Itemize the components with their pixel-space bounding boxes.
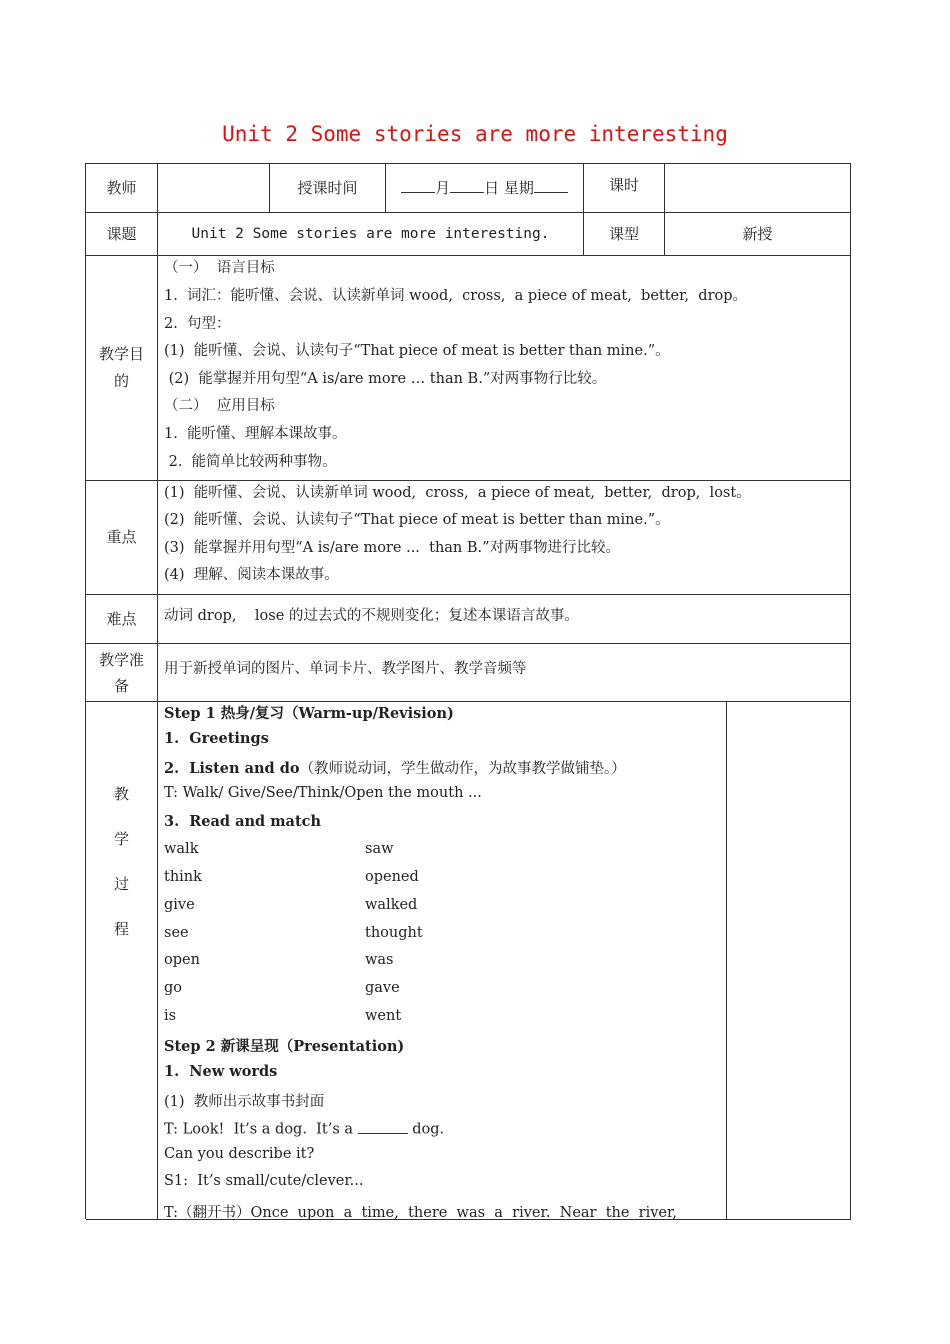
difficulty-text: 动词 drop, lose 的过去式的不规则变化；复述本课语言故事。 xyxy=(164,608,579,624)
objectives-line: (2) 能掌握并用句型“A is/are more … than B.”对两事物行比较。 xyxy=(164,371,607,387)
step2-teacher-line-1 xyxy=(164,1118,444,1138)
preparation-label-line-2: 备 xyxy=(113,676,129,695)
step2-teacher-line-2: T:（翻开书）Once upon a time, there was a river. Near the river, xyxy=(164,1205,677,1221)
key-point-line: (2) 能听懂、会说、认读句子“That piece of meat is better than mine.”。 xyxy=(164,512,670,528)
key-point-line: (1) 能听懂、会说、认读新单词 wood, cross, a piece of meat, better, drop, lost。 xyxy=(164,485,751,501)
process-label-char-3: 过 xyxy=(113,875,129,893)
match-right-word: gave xyxy=(365,980,400,996)
teacher-line-start: T: Look! It’s a dog. It’s a xyxy=(164,1121,358,1138)
teacher-line-end: dog. xyxy=(407,1121,445,1138)
time-label: 授课时间 xyxy=(297,178,358,197)
match-left-word: give xyxy=(164,897,195,913)
step2-heading: Step 2 新课呈现（Presentation) xyxy=(164,1038,405,1055)
topic-label-cell xyxy=(86,213,158,256)
objectives-label: 教学目的 xyxy=(98,345,144,390)
match-left-word: see xyxy=(164,925,189,941)
process-content-cell xyxy=(158,702,727,1220)
teacher-value-cell xyxy=(158,164,270,213)
preparation-label-cell xyxy=(86,644,158,702)
match-right-word: saw xyxy=(365,841,394,857)
key-points-label-cell xyxy=(86,481,158,595)
type-value: 新授 xyxy=(742,224,773,243)
objectives-line: （二） 应用目标 xyxy=(164,398,275,414)
page-title: Unit 2 Some stories are more interesting xyxy=(222,122,728,146)
process-notes-cell xyxy=(727,702,851,1220)
date-field: 月 日 星期 xyxy=(401,175,568,202)
listen-and-do-label: 2. Listen and do xyxy=(164,760,300,777)
teacher-label: 教师 xyxy=(106,178,137,197)
step2-sub-item: (1) 教师出示故事书封面 xyxy=(164,1094,325,1110)
match-left-word: walk xyxy=(164,841,199,857)
process-label-char-4: 程 xyxy=(113,920,129,938)
difficulty-label: 难点 xyxy=(106,609,137,628)
process-label-char-1: 教 xyxy=(113,785,129,803)
listen-and-do-note: （教师说动词，学生做动作，为故事教学做铺垫。） xyxy=(299,761,626,777)
match-left-word: go xyxy=(164,980,183,996)
period-label-cell xyxy=(584,164,665,213)
type-label: 课型 xyxy=(608,224,639,243)
step1-item-read-match: 3. Read and match xyxy=(164,813,322,830)
step1-heading: Step 1 热身/复习（Warm-up/Revision) xyxy=(164,705,454,722)
type-value-cell xyxy=(665,213,851,256)
step1-teacher-line: T: Walk/ Give/See/Think/Open the mouth ... xyxy=(164,785,482,801)
key-point-line: (3) 能掌握并用句型“A is/are more ... than B.”对两事物进行比较。 xyxy=(164,540,621,556)
step2-item-new-words: 1. New words xyxy=(164,1063,278,1080)
match-left-word: is xyxy=(164,1008,177,1024)
objectives-line: 2. 能简单比较两种事物。 xyxy=(164,454,337,470)
teacher-label-cell xyxy=(86,164,158,213)
difficulty-label-cell xyxy=(86,595,158,644)
objectives-label-cell xyxy=(86,256,158,481)
match-right-word: walked xyxy=(365,897,418,913)
period-value-cell xyxy=(665,164,851,213)
type-label-cell xyxy=(584,213,665,256)
objectives-line: (1) 能听懂、会说、认读句子“That piece of meat is better than mine.”。 xyxy=(164,343,670,359)
match-right-word: went xyxy=(365,1008,402,1024)
objectives-line: 2. 句型： xyxy=(164,316,231,332)
key-points-label: 重点 xyxy=(106,528,137,546)
topic-label: 课题 xyxy=(106,224,137,243)
key-point-line: (4) 理解、阅读本课故事。 xyxy=(164,567,339,583)
fill-in-blank xyxy=(358,1118,408,1134)
preparation-text: 用于新授单词的图片、单词卡片、教学图片、教学音频等 xyxy=(164,661,527,677)
step1-item-listen xyxy=(164,757,626,778)
objectives-line: 1. 词汇：能听懂、会说、认读新单词 wood, cross, a piece of meat, better, drop。 xyxy=(164,288,748,304)
time-label-cell xyxy=(270,164,386,213)
match-left-word: open xyxy=(164,952,200,968)
preparation-label-line-1: 教学准 xyxy=(98,650,144,669)
step2-student-line: S1: It’s small/cute/clever... xyxy=(164,1173,364,1189)
period-label: 课时 xyxy=(608,176,639,194)
topic-value-cell xyxy=(158,213,584,256)
objectives-line: （一） 语言目标 xyxy=(164,260,275,276)
match-right-word: thought xyxy=(365,925,423,941)
objectives-line: 1. 能听懂、理解本课故事。 xyxy=(164,426,347,442)
match-right-word: was xyxy=(365,952,394,968)
topic-value: Unit 2 Some stories are more interesting. xyxy=(191,225,550,242)
match-right-word: opened xyxy=(365,869,419,885)
step2-question: Can you describe it? xyxy=(164,1146,315,1162)
process-label-char-2: 学 xyxy=(113,830,129,848)
match-left-word: think xyxy=(164,869,202,885)
step1-item-greetings: 1. Greetings xyxy=(164,730,269,747)
process-label-cell xyxy=(86,702,158,1220)
time-value-cell xyxy=(386,164,584,213)
